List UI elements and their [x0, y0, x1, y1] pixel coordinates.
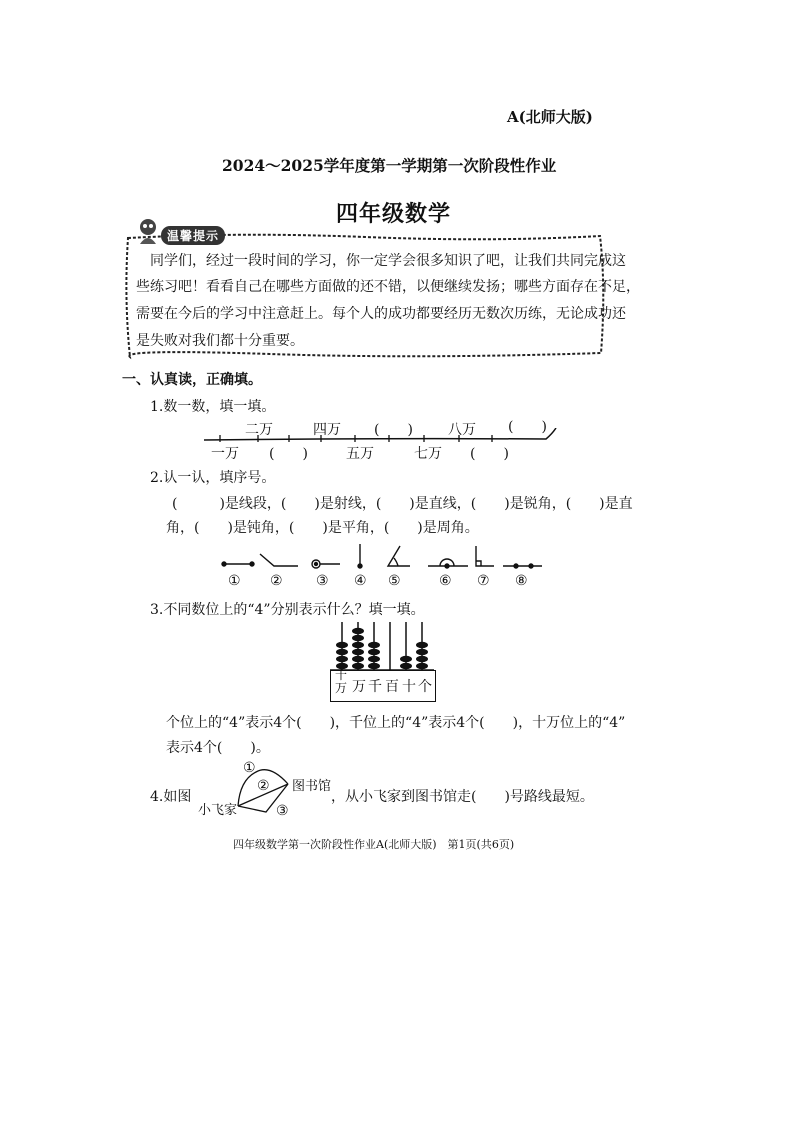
q2-line-2[interactable]: 角，( )是钝角，( )是平角，( )是周角。 — [166, 520, 479, 536]
number-line — [200, 428, 565, 448]
place-home: 小飞家 — [198, 803, 238, 818]
figure-number-7: ⑦ — [477, 573, 490, 589]
reminder-line-3: 需要在今后的学习中注意赶上。每个人的成功都要经历无数次历练，无论成功还 — [136, 306, 626, 322]
q1-bottom-blank-1[interactable]: ( ) — [269, 446, 308, 462]
figure-number-6: ⑥ — [439, 573, 452, 589]
q1-prompt: 1.数一数，填一填。 — [150, 399, 276, 415]
route-number-3: ③ — [276, 803, 289, 819]
section-title: 一、认真读，正确填。 — [122, 372, 262, 388]
q1-top-label-3: 八万 — [448, 422, 476, 438]
term-title: 2024～2025学年度第一学期第一次阶段性作业 — [222, 156, 557, 175]
q1-bottom-label-1: 一万 — [211, 446, 239, 462]
q3-answer-line-1[interactable]: 个位上的“4”表示4个( )，千位上的“4”表示4个( )，十万位上的“4” — [166, 715, 626, 731]
abacus-label-hundred: 百 — [385, 679, 399, 695]
figure-number-3: ③ — [316, 573, 329, 589]
q1-bottom-label-3: 七万 — [414, 446, 442, 462]
q1-top-blank-2[interactable]: ( ) — [508, 419, 547, 435]
q4-prompt-start: 4.如图 — [150, 789, 192, 805]
abacus-label-ten: 十 — [402, 679, 416, 695]
reminder-line-2: 些练习吧！看看自己在哪些方面做的还不错，以便继续发扬；哪些方面存在不足， — [136, 279, 640, 295]
figure-number-2: ② — [270, 573, 283, 589]
figure-number-8: ⑧ — [515, 573, 528, 589]
abacus-label-thousand: 千 — [368, 679, 382, 695]
reminder-line-1: 同学们，经过一段时间的学习，你一定学会很多知识了吧，让我们共同完成这 — [150, 253, 626, 269]
figure-number-4: ④ — [354, 573, 367, 589]
q2-line-1[interactable]: ( )是线段，( )是射线，( )是直线，( )是锐角，( )是直 — [172, 496, 633, 512]
q3-prompt: 3.不同数位上的“4”分别表示什么？填一填。 — [150, 602, 425, 618]
q4-prompt-end[interactable]: ，从小飞家到图书馆走( )号路线最短。 — [331, 789, 594, 805]
q1-top-label-2: 四万 — [313, 422, 341, 438]
route-number-2: ② — [257, 778, 270, 794]
place-library: 图书馆 — [292, 779, 332, 794]
q1-top-label-1: 二万 — [245, 422, 273, 438]
q2-prompt: 2.认一认，填序号。 — [150, 470, 276, 486]
abacus-label-one: 个 — [418, 679, 432, 695]
page-title: 四年级数学 — [336, 201, 452, 227]
figure-number-1: ① — [228, 573, 241, 589]
mascot-icon — [134, 216, 162, 246]
page-footer: 四年级数学第一次阶段性作业A(北师大版) 第1页(共6页) — [233, 838, 515, 851]
q1-bottom-label-2: 五万 — [346, 446, 374, 462]
abacus-label-ten-thousand: 万 — [352, 679, 366, 695]
q2-figures — [218, 540, 548, 572]
q1-top-blank-1[interactable]: ( ) — [374, 422, 413, 438]
q1-bottom-blank-2[interactable]: ( ) — [470, 446, 509, 462]
abacus-icon — [328, 620, 438, 672]
reminder-line-4: 是失败对我们都十分重要。 — [136, 333, 304, 349]
route-number-1: ① — [243, 760, 256, 776]
reminder-badge: 温馨提示 — [161, 226, 225, 245]
q3-answer-line-2[interactable]: 表示4个( )。 — [166, 740, 270, 756]
figure-number-5: ⑤ — [388, 573, 401, 589]
edition-label: A(北师大版) — [507, 108, 593, 126]
abacus-label-hundred-thousand: 十万 — [335, 668, 348, 695]
